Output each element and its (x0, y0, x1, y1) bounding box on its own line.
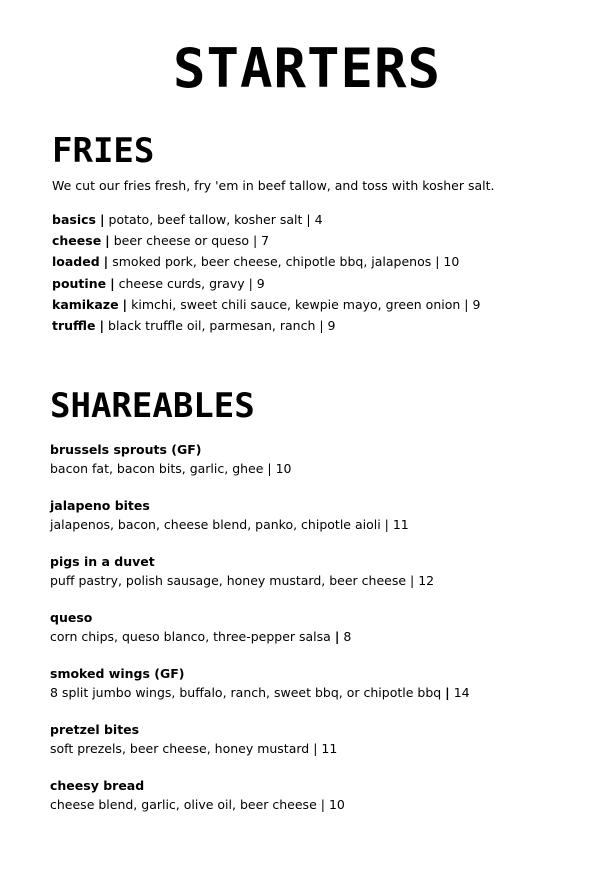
item-price: 9 (472, 296, 481, 312)
list-item (50, 720, 560, 758)
list-item (50, 608, 560, 646)
item-desc: kimchi, sweet chili sauce, kewpie mayo, green onion (131, 296, 461, 312)
item-name: smoked wings (GF) (50, 666, 185, 682)
item-desc: beer cheese or queso (113, 233, 249, 249)
list-item: truffle | black truffle oil, parmesan, ranch | 9 (52, 318, 336, 334)
item-desc-line: puff pastry, polish sausage, honey mustard, beer cheese | 12 (50, 573, 435, 589)
shareables-heading: SHAREABLES (50, 386, 255, 427)
page-title: STARTERS (172, 37, 442, 100)
item-name: jalapeno bites (50, 498, 150, 514)
item-price: 10 (275, 461, 292, 477)
shareables-list (50, 440, 560, 814)
item-desc-line: cheese blend, garlic, olive oil, beer cheese | 10 (50, 797, 345, 813)
list-item: cheese | beer cheese or queso | 7 (52, 233, 270, 249)
list-item: loaded | smoked pork, beer cheese, chipotle bbq, jalapenos | 10 (52, 254, 460, 270)
item-desc: 8 split jumbo wings, buffalo, ranch, sweet bbq, or chipotle bbq (50, 685, 442, 701)
list-item (50, 440, 560, 478)
item-desc-line: bacon fat, bacon bits, garlic, ghee | 10 (50, 461, 292, 477)
item-price: 9 (327, 318, 336, 334)
list-item (50, 776, 560, 814)
item-name: loaded (52, 254, 100, 270)
item-desc-line: soft prezels, beer cheese, honey mustard | 11 (50, 741, 338, 757)
item-desc: cheese curds, gravy (118, 275, 245, 291)
fries-heading: FRIES (52, 131, 155, 171)
shareables-section (52, 386, 560, 814)
item-price: 4 (314, 212, 323, 227)
list-item (50, 552, 560, 590)
item-desc-line: 8 split jumbo wings, buffalo, ranch, sweet bbq, or chipotle bbq | 14 (50, 685, 470, 701)
item-price: 8 (343, 629, 352, 645)
item-price: 7 (261, 233, 270, 249)
item-name: pigs in a duvet (50, 554, 155, 570)
item-price: 12 (418, 573, 435, 589)
item-name: queso (50, 610, 93, 626)
item-name: cheesy bread (50, 778, 145, 794)
list-item: basics | potato, beef tallow, kosher salt | 4 (52, 212, 323, 227)
item-desc-line: corn chips, queso blanco, three-pepper salsa | 8 (50, 629, 352, 645)
item-desc: soft prezels, beer cheese, honey mustard (50, 741, 310, 757)
list-item (50, 664, 560, 702)
item-price: 14 (453, 685, 470, 701)
item-desc-line: jalapenos, bacon, cheese blend, panko, chipotle aioli | 11 (50, 517, 409, 533)
item-desc: black truffle oil, parmesan, ranch (108, 318, 316, 334)
item-price: 11 (392, 517, 409, 533)
item-name: brussels sprouts (GF) (50, 442, 202, 458)
item-desc: bacon fat, bacon bits, garlic, ghee (50, 461, 264, 477)
item-name: poutine (52, 275, 107, 291)
item-price: 10 (328, 797, 345, 813)
item-desc: jalapenos, bacon, cheese blend, panko, chipotle aioli (50, 517, 381, 533)
item-desc: cheese blend, garlic, olive oil, beer cheese (50, 797, 317, 813)
item-desc: corn chips, queso blanco, three-pepper salsa (50, 629, 331, 645)
fries-intro: We cut our fries fresh, fry 'em in beef tallow, and toss with kosher salt. (52, 178, 495, 193)
list-item: poutine | cheese curds, gravy | 9 (52, 275, 265, 291)
item-name: kamikaze (52, 296, 119, 312)
list-item (50, 496, 560, 534)
item-price: 10 (443, 254, 460, 270)
item-name: truffle (52, 318, 96, 334)
item-desc: puff pastry, polish sausage, honey mustard, beer cheese (50, 573, 407, 589)
fries-section (52, 131, 560, 336)
list-item: kamikaze | kimchi, sweet chili sauce, kewpie mayo, green onion | 9 (52, 296, 481, 312)
item-name: basics (52, 212, 96, 227)
item-desc: smoked pork, beer cheese, chipotle bbq, jalapenos (112, 254, 432, 270)
item-price: 11 (321, 741, 338, 757)
item-desc: potato, beef tallow, kosher salt (108, 212, 303, 227)
item-name: cheese (52, 233, 102, 249)
fries-list (52, 209, 560, 336)
item-price: 9 (256, 275, 265, 291)
item-name: pretzel bites (50, 722, 140, 738)
